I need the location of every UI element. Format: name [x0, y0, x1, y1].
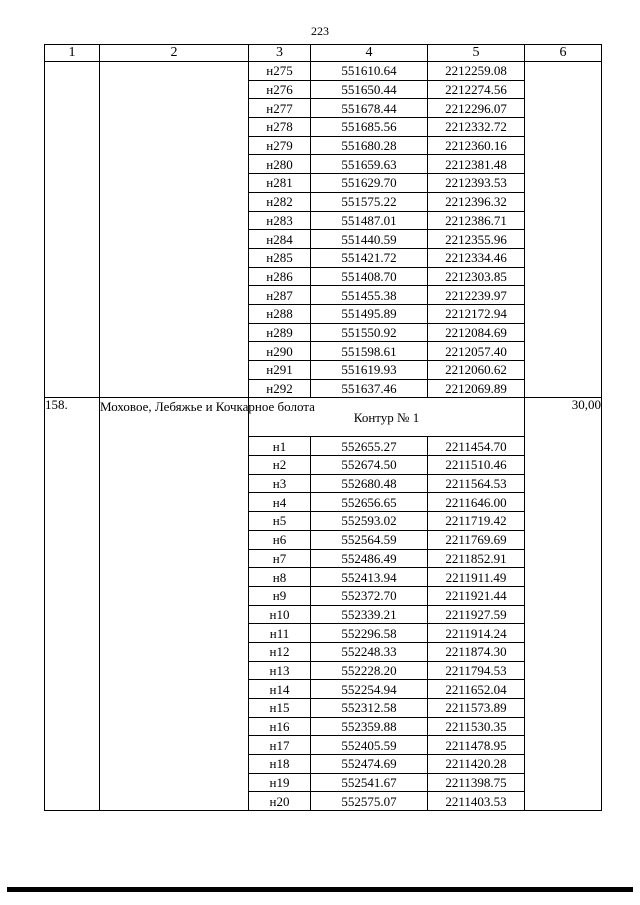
- point-id-cell: н9: [249, 586, 311, 605]
- x-coordinate-cell: 552655.27: [311, 437, 428, 456]
- y-coordinate-cell: 2211719.42: [428, 512, 525, 531]
- point-id-cell: н281: [249, 174, 311, 193]
- point-id-cell: н7: [249, 549, 311, 568]
- y-coordinate-cell: 2211652.04: [428, 680, 525, 699]
- entry-name-cell: [100, 62, 249, 398]
- x-coordinate-cell: 551637.46: [311, 379, 428, 398]
- point-id-cell: н17: [249, 736, 311, 755]
- x-coordinate-cell: 551550.92: [311, 323, 428, 342]
- y-coordinate-cell: 2211914.24: [428, 624, 525, 643]
- x-coordinate-cell: 552248.33: [311, 642, 428, 661]
- y-coordinate-cell: 2211530.35: [428, 717, 525, 736]
- y-coordinate-cell: 2212332.72: [428, 118, 525, 137]
- point-id-cell: н2: [249, 456, 311, 475]
- x-coordinate-cell: 551619.93: [311, 361, 428, 380]
- header-cell: 4: [311, 45, 428, 62]
- y-coordinate-cell: 2212069.89: [428, 379, 525, 398]
- y-coordinate-cell: 2212060.62: [428, 361, 525, 380]
- point-id-cell: н283: [249, 211, 311, 230]
- y-coordinate-cell: 2212396.32: [428, 192, 525, 211]
- y-coordinate-cell: 2211921.44: [428, 586, 525, 605]
- point-id-cell: н3: [249, 474, 311, 493]
- x-coordinate-cell: 552254.94: [311, 680, 428, 699]
- point-id-cell: н14: [249, 680, 311, 699]
- x-coordinate-cell: 551575.22: [311, 192, 428, 211]
- point-id-cell: н292: [249, 379, 311, 398]
- x-coordinate-cell: 551421.72: [311, 248, 428, 267]
- y-coordinate-cell: 2211911.49: [428, 568, 525, 587]
- point-id-cell: н4: [249, 493, 311, 512]
- point-id-cell: н10: [249, 605, 311, 624]
- x-coordinate-cell: 551629.70: [311, 174, 428, 193]
- entry-number-cell: [45, 62, 100, 398]
- point-id-cell: н6: [249, 530, 311, 549]
- point-id-cell: н19: [249, 773, 311, 792]
- y-coordinate-cell: 2211420.28: [428, 755, 525, 774]
- point-id-cell: н277: [249, 99, 311, 118]
- y-coordinate-cell: 2211927.59: [428, 605, 525, 624]
- y-coordinate-cell: 2212259.08: [428, 62, 525, 81]
- header-cell: 6: [525, 45, 602, 62]
- y-coordinate-cell: 2211564.53: [428, 474, 525, 493]
- x-coordinate-cell: 551680.28: [311, 136, 428, 155]
- x-coordinate-cell: 552486.49: [311, 549, 428, 568]
- x-coordinate-cell: 552474.69: [311, 755, 428, 774]
- y-coordinate-cell: 2212296.07: [428, 99, 525, 118]
- point-id-cell: н290: [249, 342, 311, 361]
- x-coordinate-cell: 551598.61: [311, 342, 428, 361]
- y-coordinate-cell: 2211398.75: [428, 773, 525, 792]
- y-coordinate-cell: 2212355.96: [428, 230, 525, 249]
- y-coordinate-cell: 2211874.30: [428, 642, 525, 661]
- y-coordinate-cell: 2212334.46: [428, 248, 525, 267]
- y-coordinate-cell: 2211573.89: [428, 699, 525, 718]
- x-coordinate-cell: 552312.58: [311, 699, 428, 718]
- y-coordinate-cell: 2212393.53: [428, 174, 525, 193]
- y-coordinate-cell: 2212084.69: [428, 323, 525, 342]
- point-id-cell: н12: [249, 642, 311, 661]
- header-cell: 5: [428, 45, 525, 62]
- x-coordinate-cell: 552593.02: [311, 512, 428, 531]
- y-coordinate-cell: 2211794.53: [428, 661, 525, 680]
- x-coordinate-cell: 552405.59: [311, 736, 428, 755]
- point-id-cell: н18: [249, 755, 311, 774]
- table-row: [45, 398, 602, 437]
- bottom-rule: [7, 887, 633, 892]
- point-id-cell: н13: [249, 661, 311, 680]
- point-id-cell: н287: [249, 286, 311, 305]
- x-coordinate-cell: 552541.67: [311, 773, 428, 792]
- y-coordinate-cell: 2212303.85: [428, 267, 525, 286]
- x-coordinate-cell: 551678.44: [311, 99, 428, 118]
- contour-title: Контур № 1: [249, 398, 525, 437]
- point-id-cell: н291: [249, 361, 311, 380]
- x-coordinate-cell: 552413.94: [311, 568, 428, 587]
- point-id-cell: н5: [249, 512, 311, 531]
- y-coordinate-cell: 2212386.71: [428, 211, 525, 230]
- y-coordinate-cell: 2211769.69: [428, 530, 525, 549]
- entry-number: 158.: [45, 398, 100, 811]
- point-id-cell: н278: [249, 118, 311, 137]
- x-coordinate-cell: 551440.59: [311, 230, 428, 249]
- entry-name: Моховое, Лебяжье и Кочкарное болота: [100, 398, 249, 811]
- y-coordinate-cell: 2211478.95: [428, 736, 525, 755]
- x-coordinate-cell: 552296.58: [311, 624, 428, 643]
- x-coordinate-cell: 551487.01: [311, 211, 428, 230]
- point-id-cell: н16: [249, 717, 311, 736]
- point-id-cell: н15: [249, 699, 311, 718]
- x-coordinate-cell: 552680.48: [311, 474, 428, 493]
- x-coordinate-cell: 551495.89: [311, 304, 428, 323]
- x-coordinate-cell: 552575.07: [311, 792, 428, 811]
- x-coordinate-cell: 552656.65: [311, 493, 428, 512]
- x-coordinate-cell: 552359.88: [311, 717, 428, 736]
- point-id-cell: н8: [249, 568, 311, 587]
- point-id-cell: н275: [249, 62, 311, 81]
- point-id-cell: н20: [249, 792, 311, 811]
- point-id-cell: н1: [249, 437, 311, 456]
- point-id-cell: н285: [249, 248, 311, 267]
- x-coordinate-cell: 551659.63: [311, 155, 428, 174]
- entry-area: 30,00: [525, 398, 602, 811]
- y-coordinate-cell: 2212274.56: [428, 80, 525, 99]
- y-coordinate-cell: 2212360.16: [428, 136, 525, 155]
- y-coordinate-cell: 2212057.40: [428, 342, 525, 361]
- y-coordinate-cell: 2211510.46: [428, 456, 525, 475]
- x-coordinate-cell: 552564.59: [311, 530, 428, 549]
- point-id-cell: н280: [249, 155, 311, 174]
- header-cell: 3: [249, 45, 311, 62]
- y-coordinate-cell: 2211852.91: [428, 549, 525, 568]
- y-coordinate-cell: 2212172.94: [428, 304, 525, 323]
- x-coordinate-cell: 552228.20: [311, 661, 428, 680]
- point-id-cell: н279: [249, 136, 311, 155]
- point-id-cell: н276: [249, 80, 311, 99]
- page-number: 223: [311, 24, 329, 38]
- point-id-cell: н284: [249, 230, 311, 249]
- y-coordinate-cell: 2212239.97: [428, 286, 525, 305]
- x-coordinate-cell: 552674.50: [311, 456, 428, 475]
- point-id-cell: н289: [249, 323, 311, 342]
- point-id-cell: н11: [249, 624, 311, 643]
- x-coordinate-cell: 552339.21: [311, 605, 428, 624]
- x-coordinate-cell: 551650.44: [311, 80, 428, 99]
- x-coordinate-cell: 551408.70: [311, 267, 428, 286]
- y-coordinate-cell: 2212381.48: [428, 155, 525, 174]
- header-row: [45, 45, 602, 62]
- entry-area-cell: [525, 62, 602, 398]
- x-coordinate-cell: 551685.56: [311, 118, 428, 137]
- point-id-cell: н286: [249, 267, 311, 286]
- header-cell: 1: [45, 45, 100, 62]
- coordinates-table: [44, 44, 602, 811]
- y-coordinate-cell: 2211403.53: [428, 792, 525, 811]
- table-row: [45, 62, 602, 81]
- y-coordinate-cell: 2211454.70: [428, 437, 525, 456]
- x-coordinate-cell: 552372.70: [311, 586, 428, 605]
- header-cell: 2: [100, 45, 249, 62]
- y-coordinate-cell: 2211646.00: [428, 493, 525, 512]
- x-coordinate-cell: 551610.64: [311, 62, 428, 81]
- point-id-cell: н288: [249, 304, 311, 323]
- point-id-cell: н282: [249, 192, 311, 211]
- x-coordinate-cell: 551455.38: [311, 286, 428, 305]
